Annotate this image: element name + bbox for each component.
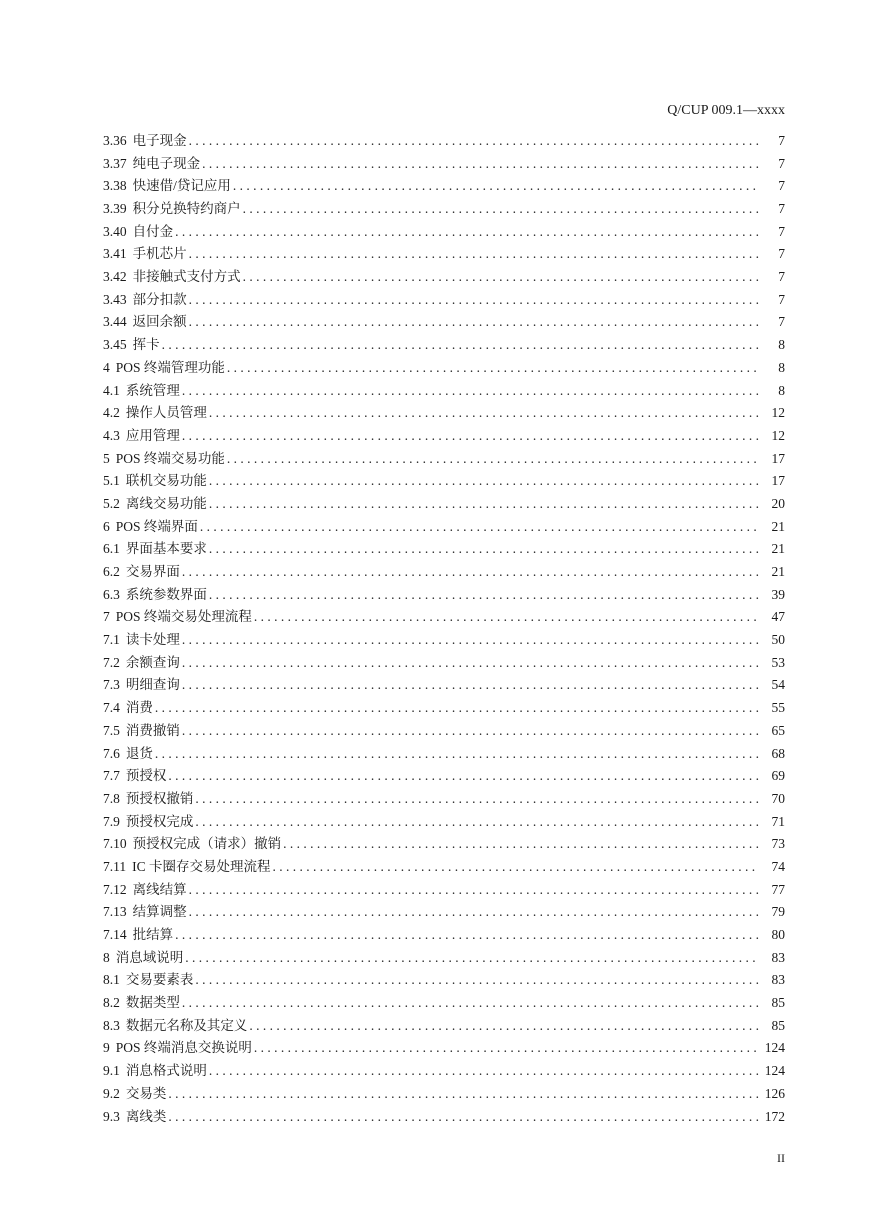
toc-entry-title: POS 终端消息交换说明 bbox=[115, 1040, 252, 1056]
toc-entry-title: 快速借/贷记应用 bbox=[132, 178, 231, 194]
toc-entry-title: 批结算 bbox=[132, 927, 174, 943]
toc-entry-number: 3.42 bbox=[103, 269, 127, 285]
toc-entry-number: 3.44 bbox=[103, 314, 127, 330]
toc-entry-number: 7.4 bbox=[103, 700, 120, 716]
toc-entry-title: 交易类 bbox=[125, 1085, 167, 1101]
toc-entry-title: POS 终端界面 bbox=[115, 518, 198, 534]
toc-entry-title: 预授权完成 bbox=[125, 813, 194, 829]
toc-entry-page: 17 bbox=[771, 473, 785, 489]
toc-entry[interactable] bbox=[103, 743, 785, 766]
toc-entry-page: 69 bbox=[771, 768, 785, 784]
toc-dot-leader bbox=[185, 947, 759, 970]
toc-entry[interactable] bbox=[103, 289, 785, 312]
toc-entry[interactable] bbox=[103, 924, 785, 947]
toc-entry-page: 7 bbox=[778, 246, 785, 262]
toc-entry-page: 20 bbox=[771, 495, 785, 511]
toc-entry-page: 7 bbox=[778, 291, 785, 307]
table-of-contents bbox=[103, 130, 785, 1128]
toc-entry-title: POS 终端交易处理流程 bbox=[115, 609, 252, 625]
toc-dot-leader bbox=[189, 901, 759, 924]
toc-dot-leader bbox=[202, 153, 759, 176]
toc-entry-title: POS 终端交易功能 bbox=[115, 450, 225, 466]
toc-entry[interactable] bbox=[103, 1038, 785, 1061]
toc-entry-title: 结算调整 bbox=[132, 904, 187, 920]
toc-entry-page: 7 bbox=[778, 223, 785, 239]
toc-entry[interactable] bbox=[103, 448, 785, 471]
toc-dot-leader bbox=[227, 357, 759, 380]
toc-entry[interactable] bbox=[103, 947, 785, 970]
toc-entry-title: 预授权完成（请求）撤销 bbox=[132, 836, 282, 852]
toc-entry-page: 74 bbox=[771, 858, 785, 874]
toc-entry[interactable] bbox=[103, 879, 785, 902]
toc-entry-title: 退货 bbox=[125, 745, 153, 761]
toc-entry-page: 80 bbox=[771, 927, 785, 943]
toc-entry[interactable] bbox=[103, 1015, 785, 1038]
toc-entry[interactable] bbox=[103, 720, 785, 743]
toc-dot-leader bbox=[195, 969, 759, 992]
toc-entry[interactable] bbox=[103, 175, 785, 198]
toc-entry-page: 54 bbox=[771, 677, 785, 693]
toc-entry-page: 70 bbox=[771, 790, 785, 806]
toc-dot-leader bbox=[233, 175, 759, 198]
toc-entry[interactable] bbox=[103, 765, 785, 788]
toc-entry[interactable] bbox=[103, 153, 785, 176]
toc-entry-number: 8 bbox=[103, 949, 110, 965]
toc-dot-leader bbox=[189, 311, 759, 334]
toc-entry[interactable] bbox=[103, 312, 785, 335]
toc-entry[interactable] bbox=[103, 243, 785, 266]
toc-entry-page: 12 bbox=[771, 405, 785, 421]
toc-entry-title: 系统管理 bbox=[125, 382, 180, 398]
toc-entry-number: 7.11 bbox=[103, 858, 127, 874]
toc-entry[interactable] bbox=[103, 811, 785, 834]
document-id-header: Q/CUP 009.1—xxxx bbox=[667, 103, 785, 118]
toc-dot-leader bbox=[182, 561, 759, 584]
toc-entry-number: 7.3 bbox=[103, 677, 120, 693]
toc-entry-number: 3.41 bbox=[103, 246, 127, 262]
toc-entry-page: 21 bbox=[771, 564, 785, 580]
toc-dot-leader bbox=[189, 879, 759, 902]
toc-entry[interactable] bbox=[103, 652, 785, 675]
toc-entry-number: 4.3 bbox=[103, 427, 120, 443]
toc-entry-page: 79 bbox=[771, 904, 785, 920]
toc-dot-leader bbox=[209, 584, 759, 607]
toc-entry-title: 离线交易功能 bbox=[125, 495, 207, 511]
toc-entry-title: 非接触式支付方式 bbox=[132, 269, 241, 285]
toc-entry[interactable] bbox=[103, 901, 785, 924]
toc-dot-leader bbox=[243, 198, 759, 221]
toc-entry[interactable] bbox=[103, 516, 785, 539]
toc-dot-leader bbox=[182, 629, 759, 652]
toc-entry-page: 47 bbox=[771, 609, 785, 625]
toc-entry-number: 9 bbox=[103, 1040, 110, 1056]
toc-dot-leader bbox=[182, 992, 759, 1015]
toc-entry-number: 6 bbox=[103, 518, 110, 534]
toc-entry[interactable] bbox=[103, 969, 785, 992]
toc-entry-number: 9.2 bbox=[103, 1085, 120, 1101]
toc-entry-page: 65 bbox=[771, 722, 785, 738]
toc-entry-title: IC 卡圈存交易处理流程 bbox=[132, 858, 271, 874]
toc-entry-number: 7.14 bbox=[103, 927, 127, 943]
toc-dot-leader bbox=[254, 1037, 759, 1060]
toc-entry-title: 消息域说明 bbox=[115, 949, 184, 965]
toc-dot-leader bbox=[182, 425, 759, 448]
toc-dot-leader bbox=[254, 606, 759, 629]
toc-entry[interactable] bbox=[103, 856, 785, 879]
toc-entry-number: 8.1 bbox=[103, 972, 120, 988]
toc-dot-leader bbox=[283, 833, 759, 856]
toc-entry-title: 预授权撤销 bbox=[125, 790, 194, 806]
toc-entry-page: 85 bbox=[771, 995, 785, 1011]
toc-dot-leader bbox=[175, 924, 759, 947]
toc-entry-page: 39 bbox=[771, 586, 785, 602]
toc-entry-page: 126 bbox=[764, 1085, 785, 1101]
toc-entry-page: 8 bbox=[778, 337, 785, 353]
toc-entry-page: 124 bbox=[764, 1063, 785, 1079]
toc-entry-page: 7 bbox=[778, 132, 785, 148]
toc-dot-leader bbox=[182, 720, 759, 743]
toc-dot-leader bbox=[155, 697, 759, 720]
toc-entry-title: POS 终端管理功能 bbox=[115, 359, 225, 375]
toc-dot-leader bbox=[189, 130, 759, 153]
toc-entry-number: 3.39 bbox=[103, 201, 127, 217]
toc-entry[interactable] bbox=[103, 493, 785, 516]
toc-dot-leader bbox=[200, 516, 759, 539]
toc-entry-title: 预授权 bbox=[125, 768, 167, 784]
toc-entry-number: 5.1 bbox=[103, 473, 120, 489]
toc-entry-page: 85 bbox=[771, 1017, 785, 1033]
toc-entry-number: 9.3 bbox=[103, 1108, 120, 1124]
toc-entry-page: 7 bbox=[778, 178, 785, 194]
toc-dot-leader bbox=[168, 765, 759, 788]
toc-entry-number: 8.3 bbox=[103, 1017, 120, 1033]
toc-entry-number: 4.1 bbox=[103, 382, 120, 398]
toc-entry-page: 7 bbox=[778, 269, 785, 285]
toc-entry-title: 电子现金 bbox=[132, 132, 187, 148]
toc-entry-number: 7.9 bbox=[103, 813, 120, 829]
toc-entry-title: 手机芯片 bbox=[132, 246, 187, 262]
toc-entry[interactable] bbox=[103, 629, 785, 652]
toc-entry-number: 3.37 bbox=[103, 155, 127, 171]
toc-entry-title: 消费 bbox=[125, 700, 153, 716]
toc-dot-leader bbox=[243, 266, 759, 289]
toc-dot-leader bbox=[209, 470, 759, 493]
toc-entry[interactable] bbox=[103, 266, 785, 289]
toc-dot-leader bbox=[168, 1106, 759, 1129]
toc-entry-page: 124 bbox=[764, 1040, 785, 1056]
toc-entry-number: 4.2 bbox=[103, 405, 120, 421]
toc-entry-page: 83 bbox=[771, 972, 785, 988]
toc-entry-page: 77 bbox=[771, 881, 785, 897]
toc-entry[interactable] bbox=[103, 1106, 785, 1129]
toc-entry-title: 应用管理 bbox=[125, 427, 180, 443]
toc-dot-leader bbox=[249, 1015, 759, 1038]
toc-entry-page: 21 bbox=[771, 541, 785, 557]
toc-entry-page: 68 bbox=[771, 745, 785, 761]
toc-entry[interactable] bbox=[103, 561, 785, 584]
toc-entry-number: 6.2 bbox=[103, 564, 120, 580]
toc-entry-title: 数据元名称及其定义 bbox=[125, 1017, 248, 1033]
toc-entry[interactable] bbox=[103, 992, 785, 1015]
toc-dot-leader bbox=[209, 1060, 759, 1083]
toc-entry-title: 部分扣款 bbox=[132, 291, 187, 307]
toc-entry-page: 8 bbox=[778, 359, 785, 375]
toc-entry-number: 6.3 bbox=[103, 586, 120, 602]
toc-entry-number: 5.2 bbox=[103, 495, 120, 511]
toc-entry[interactable] bbox=[103, 130, 785, 153]
toc-entry-page: 7 bbox=[778, 155, 785, 171]
toc-entry[interactable] bbox=[103, 402, 785, 425]
toc-entry-number: 7.5 bbox=[103, 722, 120, 738]
toc-entry-title: 离线类 bbox=[125, 1108, 167, 1124]
toc-entry-number: 7.6 bbox=[103, 745, 120, 761]
toc-entry-number: 7.10 bbox=[103, 836, 127, 852]
toc-entry-title: 返回余额 bbox=[132, 314, 187, 330]
toc-entry-number: 3.40 bbox=[103, 223, 127, 239]
toc-entry[interactable] bbox=[103, 357, 785, 380]
toc-entry-page: 7 bbox=[778, 314, 785, 330]
toc-entry-title: 纯电子现金 bbox=[132, 155, 201, 171]
toc-entry-page: 7 bbox=[778, 201, 785, 217]
toc-entry-title: 读卡处理 bbox=[125, 632, 180, 648]
toc-dot-leader bbox=[182, 674, 759, 697]
toc-dot-leader bbox=[162, 334, 759, 357]
toc-dot-leader bbox=[273, 856, 760, 879]
toc-entry-page: 55 bbox=[771, 700, 785, 716]
toc-entry-title: 自付金 bbox=[132, 223, 174, 239]
toc-entry[interactable] bbox=[103, 606, 785, 629]
toc-entry-number: 7.13 bbox=[103, 904, 127, 920]
toc-entry-title: 离线结算 bbox=[132, 881, 187, 897]
toc-entry-title: 交易要素表 bbox=[125, 972, 194, 988]
toc-entry-number: 6.1 bbox=[103, 541, 120, 557]
toc-dot-leader bbox=[189, 289, 759, 312]
toc-dot-leader bbox=[195, 788, 759, 811]
toc-entry[interactable] bbox=[103, 425, 785, 448]
toc-dot-leader bbox=[175, 221, 759, 244]
toc-entry-number: 5 bbox=[103, 450, 110, 466]
toc-entry-number: 3.43 bbox=[103, 291, 127, 307]
toc-entry[interactable] bbox=[103, 1083, 785, 1106]
toc-entry[interactable] bbox=[103, 380, 785, 403]
toc-entry[interactable] bbox=[103, 1060, 785, 1083]
toc-entry-page: 73 bbox=[771, 836, 785, 852]
toc-entry-page: 71 bbox=[771, 813, 785, 829]
toc-dot-leader bbox=[189, 243, 759, 266]
toc-entry-number: 8.2 bbox=[103, 995, 120, 1011]
toc-entry[interactable] bbox=[103, 675, 785, 698]
toc-dot-leader bbox=[182, 652, 759, 675]
toc-entry-page: 172 bbox=[764, 1108, 785, 1124]
toc-entry[interactable] bbox=[103, 198, 785, 221]
page-number-footer: II bbox=[777, 1151, 785, 1165]
toc-entry-number: 7.8 bbox=[103, 790, 120, 806]
toc-entry[interactable] bbox=[103, 833, 785, 856]
toc-entry-title: 余额查询 bbox=[125, 654, 180, 670]
toc-entry-number: 7 bbox=[103, 609, 110, 625]
toc-entry-title: 交易界面 bbox=[125, 564, 180, 580]
toc-entry-title: 消费撤销 bbox=[125, 722, 180, 738]
toc-entry-page: 50 bbox=[771, 632, 785, 648]
toc-entry-page: 12 bbox=[771, 427, 785, 443]
toc-dot-leader bbox=[168, 1083, 759, 1106]
toc-entry-number: 7.2 bbox=[103, 654, 120, 670]
toc-entry-title: 消息格式说明 bbox=[125, 1063, 207, 1079]
toc-entry-number: 7.7 bbox=[103, 768, 120, 784]
toc-entry-page: 83 bbox=[771, 949, 785, 965]
toc-entry-number: 4 bbox=[103, 359, 110, 375]
toc-dot-leader bbox=[209, 493, 759, 516]
toc-entry[interactable] bbox=[103, 334, 785, 357]
toc-entry-number: 7.12 bbox=[103, 881, 127, 897]
toc-entry[interactable] bbox=[103, 470, 785, 493]
toc-entry-title: 积分兑换特约商户 bbox=[132, 201, 241, 217]
toc-entry-title: 挥卡 bbox=[132, 337, 160, 353]
toc-entry-page: 17 bbox=[771, 450, 785, 466]
toc-entry-number: 3.38 bbox=[103, 178, 127, 194]
toc-entry-title: 操作人员管理 bbox=[125, 405, 207, 421]
toc-entry[interactable] bbox=[103, 221, 785, 244]
toc-dot-leader bbox=[209, 538, 759, 561]
toc-entry-number: 3.45 bbox=[103, 337, 127, 353]
toc-entry-title: 界面基本要求 bbox=[125, 541, 207, 557]
toc-dot-leader bbox=[195, 811, 759, 834]
toc-entry-title: 明细查询 bbox=[125, 677, 180, 693]
toc-entry-page: 53 bbox=[771, 654, 785, 670]
toc-entry-page: 8 bbox=[778, 382, 785, 398]
toc-entry-page: 21 bbox=[771, 518, 785, 534]
toc-entry-title: 系统参数界面 bbox=[125, 586, 207, 602]
toc-entry-title: 数据类型 bbox=[125, 995, 180, 1011]
toc-entry-title: 联机交易功能 bbox=[125, 473, 207, 489]
toc-entry[interactable] bbox=[103, 788, 785, 811]
toc-entry[interactable] bbox=[103, 697, 785, 720]
toc-entry[interactable] bbox=[103, 538, 785, 561]
toc-entry-number: 9.1 bbox=[103, 1063, 120, 1079]
toc-entry-number: 7.1 bbox=[103, 632, 120, 648]
toc-dot-leader bbox=[155, 743, 759, 766]
toc-dot-leader bbox=[227, 448, 759, 471]
toc-dot-leader bbox=[209, 402, 759, 425]
toc-entry[interactable] bbox=[103, 584, 785, 607]
toc-dot-leader bbox=[182, 380, 759, 403]
toc-entry-number: 3.36 bbox=[103, 132, 127, 148]
